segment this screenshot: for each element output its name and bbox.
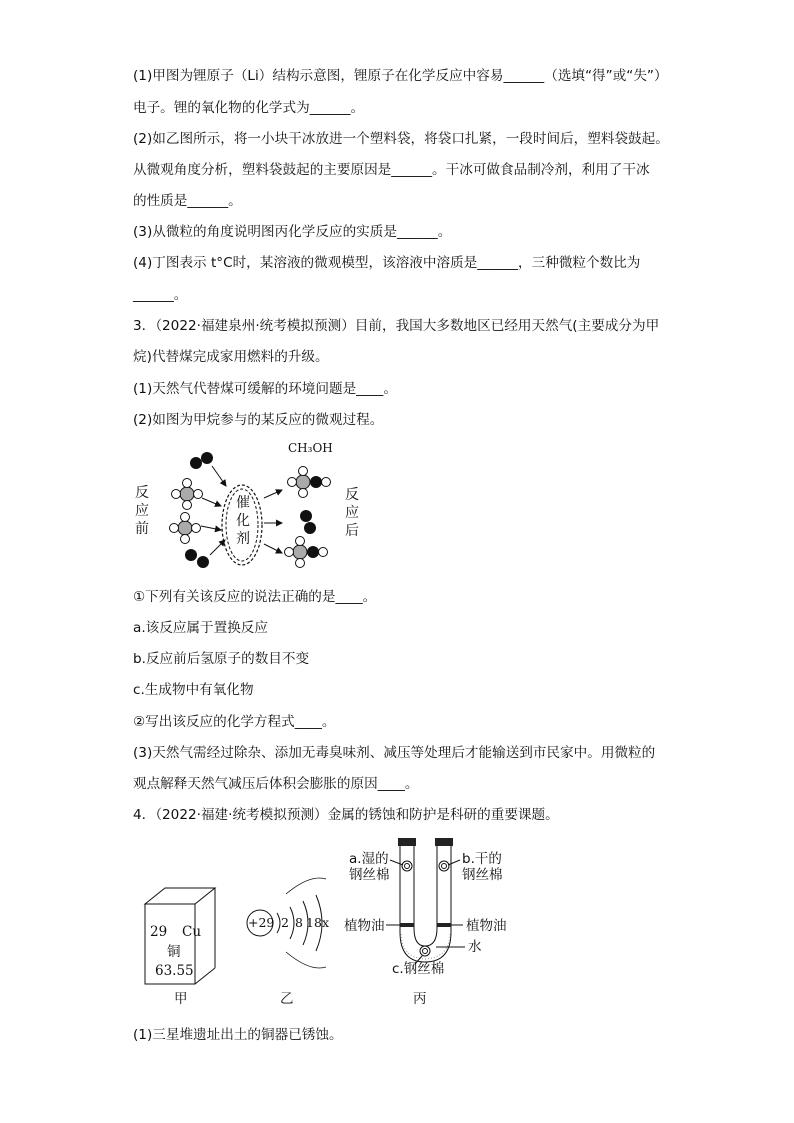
question-line: 电子。锂的氧化物的化学式为______。 — [133, 100, 365, 116]
question-line: (3)从微粒的角度说明图丙化学反应的实质是______。 — [133, 224, 452, 240]
shell-4: x — [322, 915, 330, 930]
label-a-line1: a.湿的 — [349, 851, 389, 867]
corrosion-figure — [140, 834, 520, 1014]
question-line: (1)甲图为锂原子（Li）结构示意图，锂原子在化学反应中容易______（选填“得”或“失”） — [133, 68, 668, 84]
product-formula: CH₃OH — [288, 441, 333, 455]
label-oil-right: 植物油 — [466, 918, 507, 934]
caption-bing: 丙 — [413, 991, 427, 1007]
label-water: 水 — [468, 939, 482, 955]
question-line: ______。 — [133, 287, 188, 303]
label-a-line2: 钢丝棉 — [349, 867, 390, 883]
shell-1: 2 — [281, 915, 289, 930]
shell-3: 18 — [306, 915, 322, 930]
question-line: ①下列有关该反应的说法正确的是____。 — [133, 589, 377, 605]
question-line: 的性质是______。 — [133, 193, 242, 209]
after-label: 反应后 — [345, 487, 359, 539]
label-b-line2: 钢丝棉 — [462, 867, 503, 883]
question-line: b.反应前后氢原子的数目不变 — [133, 651, 310, 667]
question-line: 从微观角度分析，塑料袋鼓起的主要原因是______。干冰可做食品制冷剂，利用了干冰 — [133, 162, 650, 178]
atomic-number: 29 — [150, 924, 168, 940]
question-line: 观点解释天然气减压后体积会膨胀的原因____。 — [133, 776, 419, 792]
question-line: 烷)代替煤完成家用燃料的升级。 — [133, 349, 329, 365]
label-b-line1: b.干的 — [462, 851, 502, 867]
question-line: (2)如图为甲烷参与的某反应的微观过程。 — [133, 412, 384, 428]
label-oil-left: 植物油 — [344, 918, 385, 934]
element-name: 铜 — [167, 944, 181, 960]
element-symbol: Cu — [182, 924, 202, 940]
label-c: c.钢丝棉 — [392, 961, 445, 977]
nucleus-charge: +29 — [248, 915, 275, 930]
question-line: ②写出该反应的化学方程式____。 — [133, 714, 336, 730]
question-line: (3)天然气需经过除杂、添加无毒臭味剂、减压等处理后才能输送到市民家中。用微粒的 — [133, 745, 656, 761]
catalyst-label: 催化剂 — [236, 495, 250, 547]
shell-2: 8 — [295, 915, 303, 930]
reaction-molecules — [130, 436, 370, 576]
question-line: 3．（2022·福建泉州·统考模拟预测）目前，我国大多数地区已经用天然气(主要成分为甲 — [133, 318, 660, 334]
before-label: 反应前 — [135, 485, 149, 537]
caption-jia: 甲 — [174, 991, 188, 1007]
question-line: 4．（2022·福建·统考模拟预测）金属的锈蚀和防护是科研的重要课题。 — [133, 807, 559, 823]
reaction-diagram — [130, 436, 370, 576]
question-line: (1)三星堆遗址出土的铜器已锈蚀。 — [133, 1027, 343, 1043]
question-line: (2)如乙图所示，将一小块干冰放进一个塑料袋，将袋口扎紧，一段时间后，塑料袋鼓起。 — [133, 131, 669, 147]
atomic-mass: 63.55 — [155, 963, 194, 979]
caption-yi: 乙 — [280, 991, 294, 1007]
question-line: c.生成物中有氧化物 — [133, 682, 254, 698]
question-line: (1)天然气代替煤可缓解的环境问题是____。 — [133, 381, 397, 397]
question-line: (4)丁图表示 t°C时，某溶液的微观模型，该溶液中溶质是______，三种微粒个数比为 — [133, 255, 641, 271]
question-line: a.该反应属于置换反应 — [133, 620, 268, 636]
